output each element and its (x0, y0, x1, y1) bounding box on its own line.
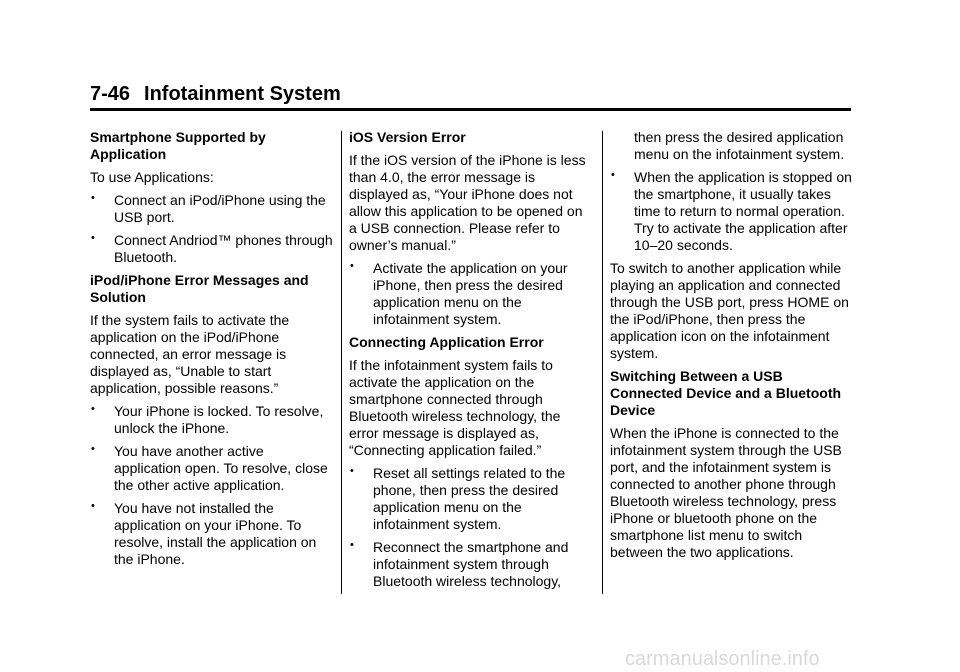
section-heading: iPod/iPhone Error Messages and Solution (90, 272, 309, 305)
page-header (90, 80, 851, 111)
bullet-text: Reset all settings related to the phone, then press the desired application menu on the infotainment system. (373, 465, 566, 532)
page-number: 7-46 (90, 83, 131, 105)
bullet-text: Activate the application on your iPhone, then press the desired application menu on the infotainment system. (373, 260, 568, 327)
section-heading: Smartphone Supported by Application (90, 129, 266, 162)
column-divider (341, 131, 342, 594)
chapter-title: Infotainment System (144, 83, 341, 105)
column-2 (349, 129, 591, 596)
bullet-icon: • (91, 403, 95, 415)
bullet-icon: • (91, 443, 95, 455)
bullet-icon: • (91, 192, 95, 204)
column-3 (610, 129, 854, 567)
bullet-item (90, 192, 334, 226)
bullet-icon: • (91, 500, 95, 512)
bullet-text: Connect an iPod/iPhone using the USB port. (114, 192, 326, 225)
bullet-icon: • (350, 260, 354, 272)
column-divider (602, 131, 603, 594)
bullet-icon: • (91, 232, 95, 244)
bullet-item (349, 539, 591, 590)
watermark-text: carmanualsonline.info (625, 648, 820, 670)
section-heading: Switching Between a USB Connected Device and a Bluetooth Device (610, 368, 842, 418)
bullet-icon: • (350, 465, 354, 477)
bullet-icon: • (350, 539, 354, 551)
bullet-text: You have another active application open. To resolve, close the other active application. (114, 443, 328, 493)
bullet-item (610, 169, 854, 254)
bullet-icon: • (611, 169, 615, 181)
bullet-text: When the application is stopped on the smartphone, it usually takes time to return to normal operation. Try to activate the application after 10–20 seconds. (634, 169, 852, 253)
section-heading: Connecting Application Error (349, 334, 544, 350)
bullet-text: Reconnect the smartphone and infotainment system through Bluetooth wireless technology, (373, 539, 569, 589)
bullet-item (90, 403, 334, 437)
section-heading: iOS Version Error (349, 129, 466, 145)
paragraph: To switch to another application while playing an application and connected through the USB port, press HOME on the iPod/iPhone, then press the application icon on the infotainment system. (610, 260, 849, 361)
bullet-item (90, 443, 334, 494)
bullet-item (90, 232, 334, 266)
continued-bullet-text: then press the desired application menu on the infotainment system. (634, 129, 845, 162)
column-1 (90, 129, 334, 574)
bullet-text: Connect Andriod™ phones through Bluetooth. (114, 232, 333, 265)
paragraph: To use Applications: (90, 169, 214, 185)
bullet-item (349, 260, 591, 328)
paragraph: When the iPhone is connected to the infotainment system through the USB port, and the infotainment system is connected to another phone through Bluetooth wireless technology, press iPhone or bluetooth phone on the smartphone list menu to switch between the two applications. (610, 425, 842, 560)
bullet-text: Your iPhone is locked. To resolve, unlock the iPhone. (114, 403, 324, 436)
bullet-item (90, 500, 334, 568)
paragraph: If the iOS version of the iPhone is less than 4.0, the error message is displayed as, “Your iPhone does not allow this application to be opened on a USB connection. Please refer to owner’s manual.” (349, 152, 586, 253)
paragraph: If the infotainment system fails to activate the application on the smartphone connected through Bluetooth wireless technology, the error message is displayed as, “Connecting application failed.” (349, 357, 561, 458)
paragraph: If the system fails to activate the application on the iPod/iPhone connected, an error message is displayed as, “Unable to start application, possible reasons.” (90, 312, 290, 396)
bullet-text: You have not installed the application on your iPhone. To resolve, install the application on the iPhone. (114, 500, 317, 567)
bullet-item (349, 465, 591, 533)
